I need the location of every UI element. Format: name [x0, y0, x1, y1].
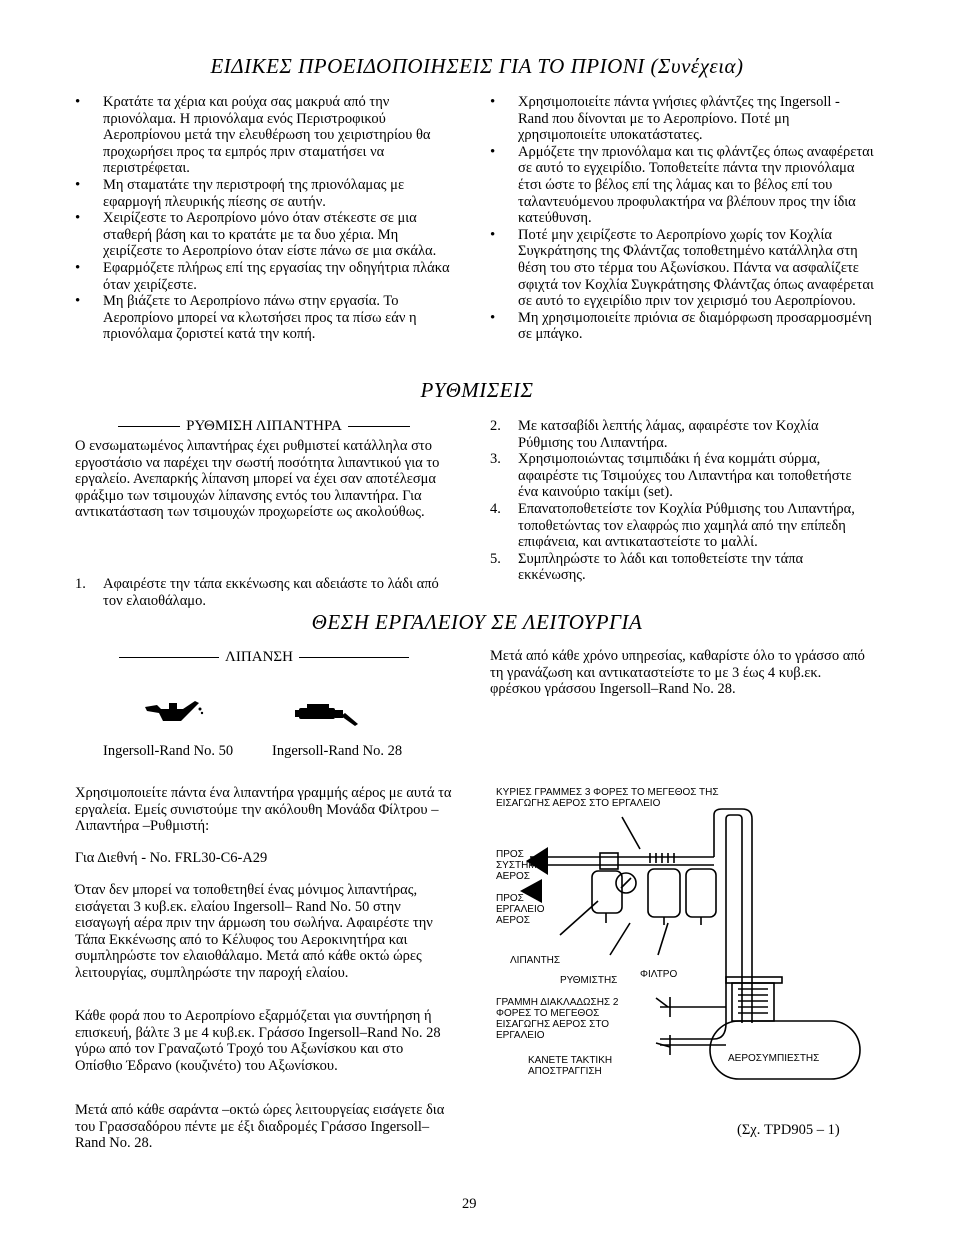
- body-paragraph-5: Μετά από κάθε σαράντα –οκτώ ώρες λειτουργείας εισάγετε δια του Γρασσαδόρου πέντε με έξι διαδρομές Γράσσο Ingersoll–Rand No. 28.: [75, 1102, 445, 1152]
- lubricator-steps-right: [490, 418, 874, 584]
- page-title: ΕΙΔΙΚΕΣ ΠΡΟΕΙΔΟΠΟΙΗΣΕΙΣ ΓΙΑ ΤΟ ΠΡΙΟΝΙ (Συνέχεια): [210, 54, 744, 78]
- diagram-branch-line-label: ΓΡΑΜΜΗ ΔΙΑΚΛΑΔΩΣΗΣ 2 ΦΟΡΕΣ ΤΟ ΜΕΓΕΘΟΣ ΕΙΣΑΓΩΓΗΣ ΑΕΡΟΣ ΣΤΟ ΕΡΓΑΛΕΙΟ: [496, 997, 619, 1041]
- step-number: 3.: [490, 451, 501, 468]
- list-item: • Χρησιμοποιείτε πάντα γνήσιες φλάντζες της Ingersoll - Rand που δίνονται με το Αεροπρίονο. Ποτέ μη χρησιμοποιείτε υποκατάστατες.: [490, 94, 874, 144]
- list-item: • Χειρίζεστε το Αεροπρίονο μόνο όταν στέκεστε σε μια σταθερή βάση και το κρατάτε με τα δυο χέρια. Μη χειρίζεστε το Αεροπρίονο όταν είστε πάνω σε μια σκάλα.: [75, 210, 453, 260]
- settings-title: ΡΥΘΜΙΣΕΙΣ: [420, 378, 534, 402]
- heading-rule: [299, 657, 409, 658]
- list-item: [490, 451, 874, 501]
- diagram-compressor-label: ΑΕΡΟΣΥΜΠΙΕΣΤΗΣ: [728, 1053, 820, 1064]
- service-text: Μετά από κάθε χρόνο υπηρεσίας, καθαρίστε όλο το γράσσο από τη γρανάζωση και αντικαταστείστε το με 3 έως 4 κυβ.εκ. φρέσκου γράσσου Ingersoll–Rand No. 28.: [490, 648, 865, 698]
- list-item: • Μη σταματάτε την περιστροφή της πριονόλαμας με εφαρμογή πλευρικής πίεσης σε αυτήν.: [75, 177, 453, 210]
- step-number: 2.: [490, 418, 501, 434]
- list-item: [490, 501, 874, 551]
- list-item: • Κρατάτε τα χέρια και ρούχα σας μακρυά από την πριονόλαμα. Η πριονόλαμα ενός Περιστροφικού Αεροπρίονου μετά την ελευθέρωση του χειριστηρίου θα προχωρήσει προς τα εμπρός πριν σταματήσει να περιστρέφεται.: [75, 94, 453, 177]
- step-text: Αφαιρέστε την τάπα εκκένωσης και αδειάστε το λάδι από τον ελαιοθάλαμο.: [103, 576, 439, 609]
- body-paragraph-3: Όταν δεν μπορεί να τοποθετηθεί ένας μόνιμος λιπαντήρας, εισάγεται 3 κυβ.εκ. ελαίου Ingersoll– Rand No. 50 στην εισαγωγή αέρα πριν την άρμωση του σωλήνα. Αφαιρέστε την Τάπα Εκκένωσης από το Κέλυφος του Αεροκινητήρα και συμπληρώστε τον ελαιοθάλαμο. Μετά από κάθε οκτώ ώρες λειτουργίας, συμπληρώστε την παροχή ελαίου.: [75, 882, 433, 981]
- list-item: [490, 418, 874, 451]
- step-text: Χρησιμοποιώντας τσιμπιδάκι ή ένα κομμάτι σύρμα, αφαιρέστε τις Τσιμούχες του Λιπαντήρα και τοποθετήστε ένα καινούριο τακίμι (set).: [518, 451, 852, 501]
- lubricator-heading: [75, 418, 453, 435]
- list-item: • Μη βιάζετε το Αεροπρίονο πάνω στην εργασία. Το Αεροπρίονο μπορεί να κλωτσήσει προς τα πίσω εάν η πριονόλαμα ζοριστεί κατά την κοπή.: [75, 293, 453, 343]
- lubrication-heading-text: ΛΙΠΑΝΣΗ: [225, 649, 293, 665]
- list-item: • Μη χρησιμοποιείτε πριόνια σε διαμόρφωση προσαρμοσμένη σε μπάγκο.: [490, 310, 874, 343]
- list-item: [490, 551, 874, 584]
- warnings-left-list: [75, 94, 453, 343]
- diagram-filter-label: ΦΙΛΤΡΟ: [640, 969, 678, 980]
- body-paragraph-1: Χρησιμοποιείτε πάντα ένα λιπαντήρα γραμμής αέρος με αυτά τα εργαλεία. Εμείς συνιστούμε την ακόλουθη Μονάδα Φίλτρου –Λιπαντήρα –Ρυθμιστή:: [75, 785, 452, 835]
- page-number: 29: [462, 1196, 477, 1212]
- step-number: 1.: [75, 576, 86, 592]
- lubricant-label-50: Ingersoll-Rand No. 50: [103, 743, 234, 759]
- heading-rule: [348, 426, 410, 427]
- diagram-main-lines-label: ΚΥΡΙΕΣ ΓΡΑΜΜΕΣ 3 ΦΟΡΕΣ ΤΟ ΜΕΓΕΘΟΣ ΤΗΣ ΕΙΣΑΓΩΓΗΣ ΑΕΡΟΣ ΣΤΟ ΕΡΓΑΛΕΙΟ: [496, 787, 719, 809]
- air-system-drawing: [490, 783, 874, 1093]
- lubricator-steps-left: [75, 576, 453, 609]
- operation-title: ΘΕΣΗ ΕΡΓΑΛΕΙΟΥ ΣΕ ΛΕΙΤΟΥΡΓΙΑ: [311, 610, 643, 634]
- heading-rule: [119, 657, 219, 658]
- body-paragraph-4: Κάθε φορά που το Αεροπρίονο εξαρμόζεται για συντήρηση ή επισκευή, βάλτε 3 με 4 κυβ.εκ. Γράσσο Ingersoll–Rand No. 28 γύρω από τον Γραναζωτό Τροχό του Αξωνίσκου και στο Οπίσθιο Έδρανο (κουζινέτο) του Αξωνίσκου.: [75, 1008, 441, 1074]
- lubricant-label-28: Ingersoll-Rand No. 28: [272, 743, 403, 759]
- diagram-drain-label: ΚΑΝΕΤΕ ΤΑΚΤΙΚΗ ΑΠΟΣΤΡΑΓΓΙΣΗ: [528, 1055, 613, 1077]
- diagram-to-system-label: ΠΡΟΣ ΣΥΣΤΗΜΑ ΑΕΡΟΣ: [496, 849, 543, 882]
- diagram-lubricator-label: ΛΙΠΑΝΤΗΣ: [510, 955, 561, 966]
- step-number: 5.: [490, 550, 501, 567]
- warnings-right-list: [490, 94, 874, 343]
- step-text: Με κατσαβίδι λεπτής λάμας, αφαιρέστε τον Κοχλία Ρύθμισης του Λιπαντήρα.: [518, 418, 819, 451]
- step-text: Επανατοποθετείστε τον Κοχλία Ρύθμισης του Λιπαντήρα, τοποθετώντας τον ελαφρώς πιο χαμηλά από την επίπεδη επιφάνεια, και αντικαταστείστε το μαλλί.: [518, 500, 855, 551]
- air-system-diagram: [490, 783, 874, 1093]
- body-paragraph-2: Για Διεθνή - No. FRL30-C6-A29: [75, 850, 268, 866]
- list-item: • Αρμόζετε την πριονόλαμα και τις φλάντζες όπως αναφέρεται σε αυτό το εγχειρίδιο. Τοποθετείτε πάντα την πριονόλαμα έτσι ώστε το βέλος επί της λάμας και το βέλος επί του ταλαντευόμενου προφυλακτήρα να βλέπουν προς την ίδια κατεύθυνση.: [490, 144, 874, 227]
- oil-can-icon: [143, 697, 205, 727]
- diagram-to-tool-label: ΠΡΟΣ ΕΡΓΑΛΕΙΟ ΑΕΡΟΣ: [496, 893, 545, 926]
- lubricator-heading-text: ΡΥΘΜΙΣΗ ΛΙΠΑΝΤΗΡΑ: [186, 418, 342, 434]
- list-item: • Ποτέ μην χειρίζεστε το Αεροπρίονο χωρίς τον Κοχλία Συγκράτησης της Φλάντζας τοποθετημένο κατάλληλα στη θέση του στο τέρμα του Αξωνίσκου. Πάντα να ασφαλίζετε σφιχτά τον Κοχλία Συγκράτησης Φλάντζας όπως αναφέρεται σε αυτό το εγχειρίδιο πριν τον χειρισμό του Αεροπρίονου.: [490, 227, 874, 310]
- step-text: Συμπληρώστε το λάδι και τοποθετείστε την τάπα εκκένωσης.: [518, 550, 804, 584]
- diagram-regulator-label: ΡΥΘΜΙΣΤΗΣ: [560, 975, 618, 986]
- lubrication-heading: [75, 649, 453, 666]
- list-item: • Εφαρμόζετε πλήρως επί της εργασίας την οδηγήτρια πλάκα όταν χειρίζεστε.: [75, 260, 453, 293]
- list-item: [75, 576, 453, 609]
- grease-gun-icon: [295, 700, 361, 730]
- lubricator-intro: Ο ενσωματωμένος λιπαντήρας έχει ρυθμιστεί κατάλληλα στο εργοστάσιο να παρέχει την σωστή ποσότητα λιπαντικού για το εργαλείο. Ανεπαρκής λίπανση μπορεί να έχει σαν αποτέλεσμα φράξιμο των τσιμουχών λίπανσης εντός του λιπαντήρα. Για αντικατάσταση των τσιμουχών προχωρείστε ως ακολούθως.: [75, 438, 440, 521]
- heading-rule: [118, 426, 180, 427]
- figure-caption: (Σχ. TPD905 – 1): [737, 1122, 840, 1138]
- step-number: 4.: [490, 500, 501, 517]
